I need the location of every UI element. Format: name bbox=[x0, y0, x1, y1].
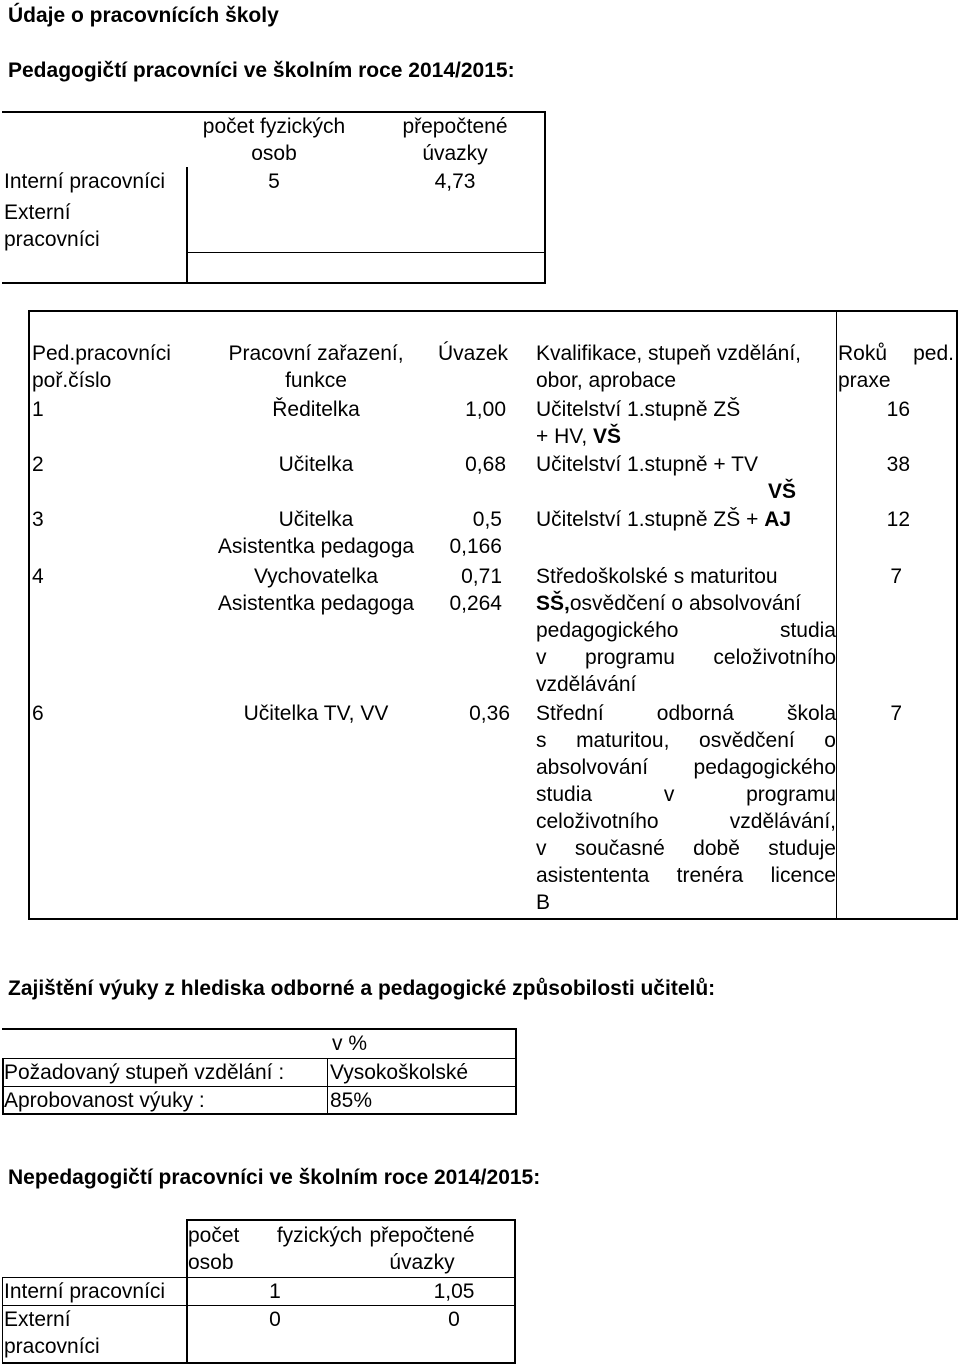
staff-row-number: 1 bbox=[32, 398, 44, 421]
staff-row-years: 7 bbox=[890, 565, 902, 588]
staff-row-position: Učitelka TV, VV bbox=[243, 702, 389, 725]
staff-row-years: 38 bbox=[886, 453, 910, 476]
nonped-heading: Nepedagogičtí pracovníci ve školním roce 2014/2015: bbox=[8, 1166, 541, 1189]
nonped-summary-row-label: Externí pracovníci bbox=[4, 1308, 100, 1358]
ped-summary-row-label: Interní pracovníci bbox=[4, 170, 166, 193]
staff-row-load: 0,5 0,166 bbox=[449, 508, 502, 558]
staff-row-qualification: Učitelství 1.stupně + TV VŠ bbox=[536, 453, 796, 503]
nonped-summary-row-count: 0 bbox=[269, 1308, 281, 1331]
staff-row-qualification: Učitelství 1.stupně ZŠ + HV, VŠ bbox=[536, 398, 741, 448]
staff-header-position: Pracovní zařazení, funkce bbox=[228, 342, 404, 392]
staff-row-load: 0,71 0,264 bbox=[449, 565, 502, 615]
staff-row-years: 12 bbox=[886, 508, 910, 531]
staff-row-number: 3 bbox=[32, 508, 44, 531]
ped-summary-header-count: počet fyzických osob bbox=[202, 115, 346, 165]
staff-header-number: Ped.pracovníci poř.číslo bbox=[32, 342, 171, 392]
qualification-heading: Zajištění výuky z hlediska odborné a pedagogické způsobilosti učitelů: bbox=[8, 977, 716, 1000]
nonped-summary-header-count: počet fyzických osob bbox=[188, 1224, 362, 1274]
nonped-summary-row-fte: 1,05 bbox=[433, 1280, 475, 1303]
staff-row-number: 4 bbox=[32, 565, 44, 588]
staff-header-qualification: Kvalifikace, stupeň vzdělání, obor, aprobace bbox=[536, 342, 801, 392]
staff-row-qualification: Střední odborná škola s maturitou, osvědčení o absolvování pedagogického studia v programu celoživotního vzdělávání, v současné době studuje asistententa trenéra licence B bbox=[536, 702, 836, 914]
staff-header-load: Úvazek bbox=[438, 342, 509, 365]
nonped-summary-row-fte: 0 bbox=[448, 1308, 460, 1331]
nonped-summary-row-count: 1 bbox=[269, 1280, 281, 1303]
nonped-summary-header-fte: přepočtené úvazky bbox=[369, 1224, 475, 1274]
nonped-summary-row-label: Interní pracovníci bbox=[4, 1280, 166, 1303]
staff-row-years: 16 bbox=[886, 398, 910, 421]
qualification-header: v % bbox=[332, 1032, 368, 1055]
ped-summary-header-fte: přepočtené úvazky bbox=[402, 115, 508, 165]
staff-row-years: 7 bbox=[890, 702, 902, 725]
qualification-value: Vysokoškolské bbox=[330, 1061, 469, 1084]
ped-summary-row-fte: 4,73 bbox=[434, 170, 476, 193]
ped-summary-row-count: 5 bbox=[268, 170, 280, 193]
ped-heading: Pedagogičtí pracovníci ve školním roce 2014/2015: bbox=[8, 59, 515, 82]
staff-row-load: 0,36 bbox=[469, 702, 510, 725]
staff-row-position: Učitelka Asistentka pedagoga bbox=[217, 508, 415, 558]
qualification-label: Požadovaný stupeň vzdělání : bbox=[4, 1061, 285, 1084]
qualification-value: 85% bbox=[330, 1089, 373, 1112]
staff-row-qualification: Středoškolské s maturitou SŠ,osvědčení o absolvování pedagogického studia v programu celoživotního vzdělávání bbox=[536, 565, 836, 696]
qualification-label: Aprobovanost výuky : bbox=[4, 1089, 205, 1112]
staff-row-number: 6 bbox=[32, 702, 44, 725]
staff-row-load: 0,68 bbox=[465, 453, 506, 476]
staff-header-years: Roků ped. praxe bbox=[838, 342, 954, 392]
page-title: Údaje o pracovnících školy bbox=[8, 4, 279, 27]
ped-summary-row-label: Externí pracovníci bbox=[4, 201, 100, 251]
staff-row-qualification: Učitelství 1.stupně ZŠ + AJ bbox=[536, 508, 792, 531]
staff-row-load: 1,00 bbox=[465, 398, 506, 421]
staff-row-position: Učitelka bbox=[278, 453, 354, 476]
staff-row-position: Vychovatelka Asistentka pedagoga bbox=[217, 565, 415, 615]
staff-row-position: Ředitelka bbox=[272, 398, 360, 421]
staff-row-number: 2 bbox=[32, 453, 44, 476]
